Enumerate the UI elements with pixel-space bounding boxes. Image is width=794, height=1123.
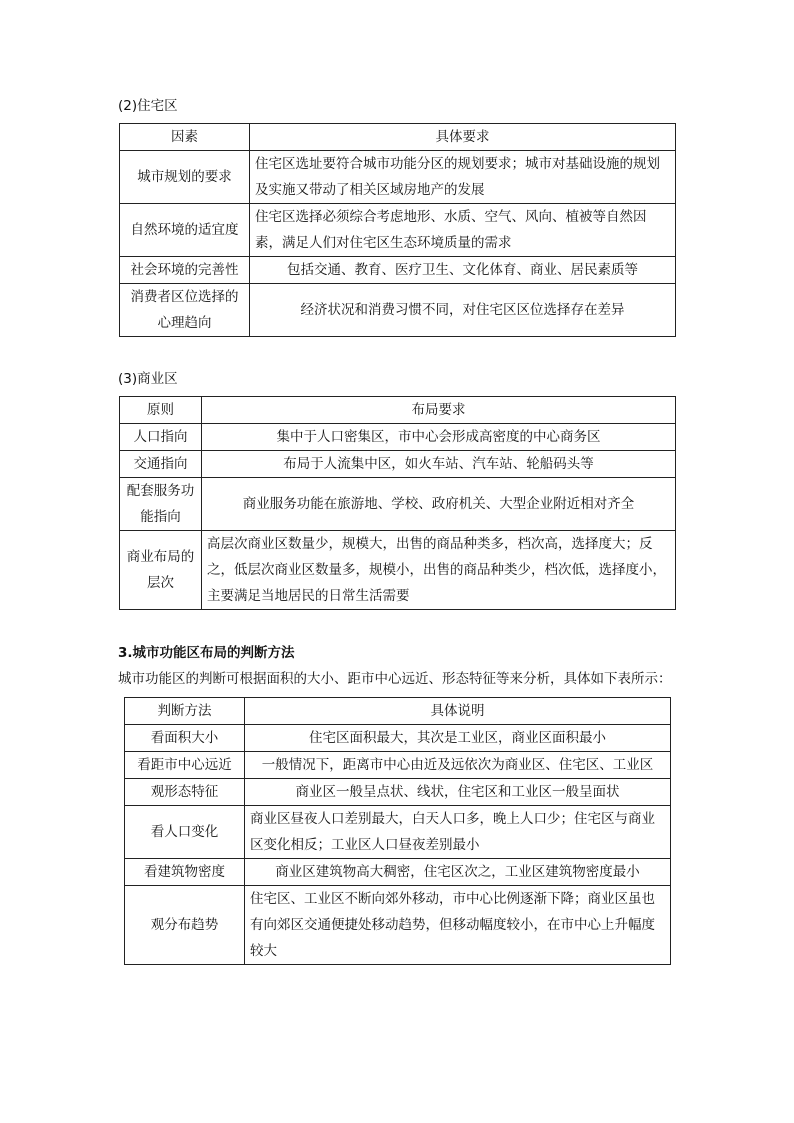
desc-cell: 住宅区面积最大，其次是工业区，商业区面积最小	[245, 725, 671, 752]
table-row	[125, 806, 671, 859]
table-row	[120, 531, 676, 610]
table-row	[125, 725, 671, 752]
desc-cell: 一般情况下，距离市中心由近及远依次为商业区、住宅区、工业区	[245, 752, 671, 779]
method-cell: 看人口变化	[125, 806, 245, 859]
principle-cell: 配套服务功能指向	[120, 478, 202, 531]
desc-cell: 商业区昼夜人口差别最大，白天人口多，晚上人口少；住宅区与商业区变化相反；工业区人口昼夜差别最小	[245, 806, 671, 859]
table-row	[120, 478, 676, 531]
table-row	[120, 151, 676, 204]
header-factor: 因素	[120, 124, 250, 151]
requirement-cell: 集中于人口密集区，市中心会形成高密度的中心商务区	[202, 424, 676, 451]
method-cell: 观形态特征	[125, 779, 245, 806]
table-row	[120, 204, 676, 257]
principle-cell: 人口指向	[120, 424, 202, 451]
requirement-cell: 高层次商业区数量少，规模大，出售的商品种类多，档次高，选择度大；反之，低层次商业区数量多，规模小，出售的商品种类少，档次低，选择度小，主要满足当地居民的日常生活需要	[202, 531, 676, 610]
table-row	[125, 779, 671, 806]
desc-cell: 商业区建筑物高大稠密，住宅区次之，工业区建筑物密度最小	[245, 859, 671, 886]
residential-heading: (2)住宅区	[118, 98, 178, 114]
table-row	[120, 451, 676, 478]
principle-cell: 商业布局的层次	[120, 531, 202, 610]
table-header-row	[120, 397, 676, 424]
method-table	[124, 697, 671, 965]
table-row	[120, 284, 676, 337]
requirement-cell: 包括交通、教育、医疗卫生、文化体育、商业、居民素质等	[250, 257, 676, 284]
header-desc: 具体说明	[245, 698, 671, 725]
factor-cell: 城市规划的要求	[120, 151, 250, 204]
table-header-row	[120, 124, 676, 151]
table-row	[125, 752, 671, 779]
commercial-table	[119, 396, 676, 610]
factor-cell: 社会环境的完善性	[120, 257, 250, 284]
method-intro: 城市功能区的判断可根据面积的大小、距市中心远近、形态特征等来分析，具体如下表所示：	[118, 671, 672, 687]
table-row	[120, 257, 676, 284]
header-method: 判断方法	[125, 698, 245, 725]
table-header-row	[125, 698, 671, 725]
header-requirement: 布局要求	[202, 397, 676, 424]
requirement-cell: 住宅区选择必须综合考虑地形、水质、空气、风向、植被等自然因素，满足人们对住宅区生态环境质量的需求	[250, 204, 676, 257]
requirement-cell: 住宅区选址要符合城市功能分区的规划要求；城市对基础设施的规划及实施又带动了相关区域房地产的发展	[250, 151, 676, 204]
requirement-cell: 布局于人流集中区，如火车站、汽车站、轮船码头等	[202, 451, 676, 478]
commercial-heading: (3)商业区	[118, 371, 178, 387]
desc-cell: 商业区一般呈点状、线状，住宅区和工业区一般呈面状	[245, 779, 671, 806]
table-row	[125, 886, 671, 965]
principle-cell: 交通指向	[120, 451, 202, 478]
requirement-cell: 商业服务功能在旅游地、学校、政府机关、大型企业附近相对齐全	[202, 478, 676, 531]
factor-cell: 自然环境的适宜度	[120, 204, 250, 257]
method-cell: 看距市中心远近	[125, 752, 245, 779]
header-principle: 原则	[120, 397, 202, 424]
desc-cell: 住宅区、工业区不断向郊外移动，市中心比例逐渐下降；商业区虽也有向郊区交通便捷处移动趋势，但移动幅度较小，在市中心上升幅度较大	[245, 886, 671, 965]
method-heading: 3.城市功能区布局的判断方法	[118, 645, 295, 661]
method-cell: 观分布趋势	[125, 886, 245, 965]
table-row	[120, 424, 676, 451]
method-cell: 看建筑物密度	[125, 859, 245, 886]
table-row	[125, 859, 671, 886]
factor-cell: 消费者区位选择的心理趋向	[120, 284, 250, 337]
header-requirement: 具体要求	[250, 124, 676, 151]
residential-table	[119, 123, 676, 337]
method-cell: 看面积大小	[125, 725, 245, 752]
requirement-cell: 经济状况和消费习惯不同，对住宅区区位选择存在差异	[250, 284, 676, 337]
